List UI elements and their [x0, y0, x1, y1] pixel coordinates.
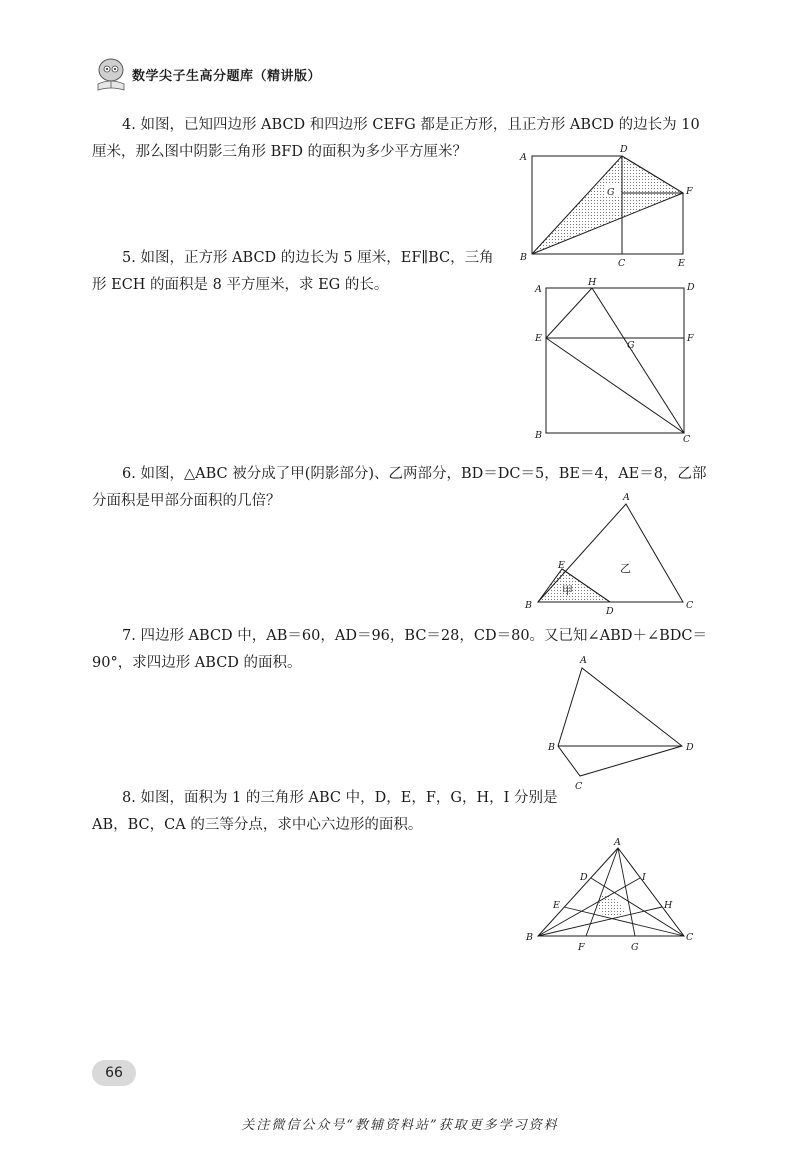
- label-b: B: [548, 742, 555, 753]
- question-text-line: 90°，求四边形 ABCD 的面积。: [92, 655, 302, 671]
- question-number: 8.: [122, 790, 136, 806]
- question-number: 7.: [122, 628, 136, 644]
- question-text-line: 四边形 ABCD 中，AB＝60，AD＝96，BC＝28，CD＝80。又已知∠ABD＋∠BDC＝: [140, 628, 707, 644]
- figure-8: [520, 838, 700, 958]
- question-text-line: 分面积是甲部分面积的几倍？: [92, 493, 281, 509]
- label-c: C: [686, 600, 694, 611]
- label-d: D: [606, 606, 614, 617]
- label-b: B: [520, 252, 527, 263]
- question-text-line: 厘米，那么图中阴影三角形 BFD 的面积为多少平方厘米？: [92, 144, 468, 160]
- question-8: [92, 785, 712, 839]
- label-d: D: [620, 144, 628, 155]
- label-c: C: [686, 932, 694, 943]
- label-d: D: [687, 282, 695, 293]
- label-c: C: [575, 781, 583, 792]
- header-title: 数学尖子生高分题库（精讲版）: [132, 69, 322, 84]
- question-number: 6.: [122, 466, 136, 482]
- square-abcd: [546, 288, 684, 433]
- label-e: E: [558, 560, 565, 571]
- label-g: G: [631, 942, 639, 953]
- label-f: F: [578, 942, 585, 953]
- label-a: A: [535, 284, 542, 295]
- question-number: 5.: [122, 250, 136, 266]
- label-b: B: [535, 430, 542, 441]
- label-g: G: [627, 340, 635, 351]
- figure-5: [532, 276, 702, 446]
- label-c: C: [683, 434, 691, 445]
- label-f: F: [686, 186, 693, 197]
- label-f: F: [687, 333, 694, 344]
- label-c: C: [618, 258, 626, 269]
- label-d: D: [580, 872, 588, 883]
- label-e: E: [678, 258, 685, 269]
- figure-6: [520, 490, 710, 620]
- question-text-line: 如图，已知四边形 ABCD 和四边形 CEFG 都是正方形，且正方形 ABCD 的边长为 10: [140, 117, 700, 133]
- mascot-logo-icon: [92, 56, 130, 92]
- question-number: 4.: [122, 117, 136, 133]
- page-header: [92, 56, 732, 92]
- question-text-line: 形 ECH 的面积是 8 平方厘米，求 EG 的长。: [92, 277, 389, 293]
- label-yi: 乙: [620, 562, 631, 575]
- label-i: I: [642, 872, 646, 883]
- label-h: H: [588, 277, 597, 288]
- label-a: A: [520, 152, 527, 163]
- label-b: B: [526, 932, 533, 943]
- label-jia: 甲: [562, 584, 573, 597]
- footer-note: 关注微信公众号“教辅资料站”获取更多学习资料: [241, 1118, 559, 1133]
- label-g: G: [607, 187, 615, 198]
- label-e: E: [535, 333, 542, 344]
- shaded-triangle-bfd: [532, 156, 683, 254]
- label-a: A: [623, 492, 630, 503]
- shaded-triangle-jia: [538, 569, 610, 602]
- question-text-line: AB，BC，CA 的三等分点，求中心六边形的面积。: [92, 817, 423, 833]
- label-h: H: [664, 900, 673, 911]
- question-text-line: 如图，面积为 1 的三角形 ABC 中，D，E，F，G，H，I 分别是: [140, 790, 558, 806]
- label-a: A: [614, 837, 621, 848]
- page-number: 66: [92, 1060, 136, 1086]
- label-d: D: [686, 742, 694, 753]
- question-text-line: 如图，△ABC 被分成了甲(阴影部分)、乙两部分，BD＝DC＝5，BE＝4，AE＝8，乙部: [140, 466, 707, 482]
- label-e: E: [553, 900, 560, 911]
- figure-7: [540, 650, 710, 795]
- question-text-line: 如图，正方形 ABCD 的边长为 5 厘米，EF∥BC，三角: [140, 250, 494, 266]
- quadrilateral-abcd: [558, 668, 682, 776]
- label-b: B: [525, 600, 532, 611]
- label-a: A: [580, 655, 587, 666]
